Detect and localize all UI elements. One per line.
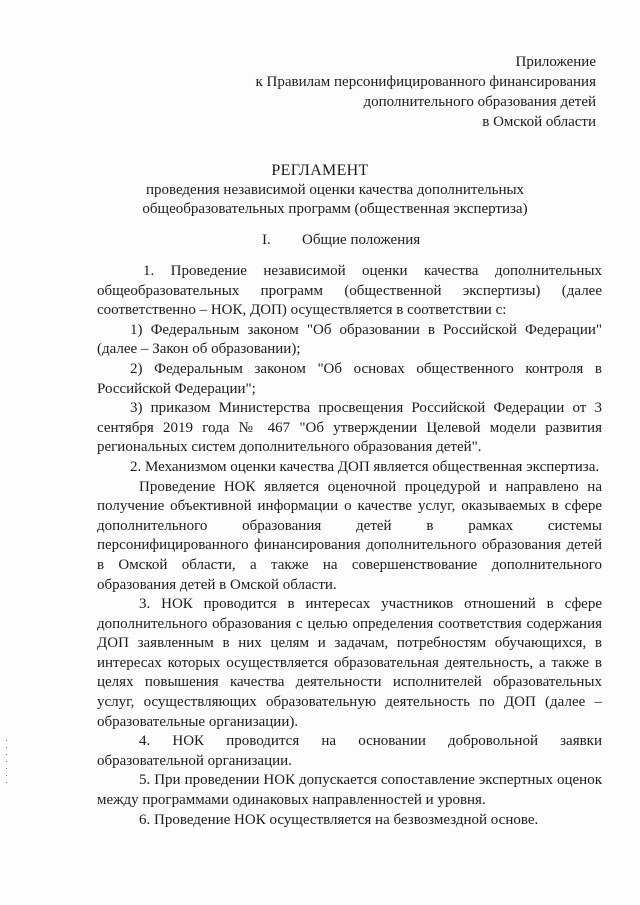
- paragraph-1-item-1: 1) Федеральным законом "Об образовании в Российской Федерации" (далее – Закон об образовании);: [97, 321, 602, 358]
- paragraph-1-item-2: 2) Федеральным законом "Об основах общественного контроля в Российской Федерации";: [97, 360, 602, 397]
- paragraph-2: 2. Механизмом оценки качества ДОП является общественная экспертиза.: [130, 458, 600, 475]
- scan-margin-marks: [6, 740, 8, 789]
- appendix-line-3: дополнительного образования детей: [363, 94, 596, 110]
- section-heading: [262, 232, 420, 249]
- paragraph-3: 3. НОК проводится в интересах участников отношений в сфере дополнительного образования с целью определения соответствия содержания ДОП заявленным в них целям и задачам, потребностям обучающихся, в интересах которых осуществляется образовательная деятельность, а также в целях повышения качества деятельности исполнителей образовательных услуг, осуществляющих образовательную деятельность по ДОП (далее – образовательные организации).: [97, 596, 602, 730]
- paragraph-1-item-3: 3) приказом Министерства просвещения Российской Федерации от 3 сентября 2019 года № 467 "Об утверждении Целевой модели развития региональных систем дополнительного образования детей".: [97, 400, 602, 456]
- document-body: [97, 262, 602, 830]
- section-number: I.: [262, 232, 271, 248]
- paragraph-1: 1. Проведение независимой оценки качества дополнительных общеобразовательных программ (общественной экспертизы) (далее соответственно – НОК, ДОП) осуществляется в соответствии с:: [97, 263, 602, 319]
- document-subtitle: [0, 181, 640, 219]
- paragraph-5: 5. При проведении НОК допускается сопоставление экспертных оценок между программами одинаковых направленностей и уровня.: [97, 772, 602, 809]
- appendix-line-1: Приложение: [515, 54, 596, 70]
- appendix-line-4: в Омской области: [482, 114, 596, 130]
- appendix-header: [256, 52, 597, 132]
- section-title: Общие положения: [302, 232, 421, 248]
- paragraph-6: 6. Проведение НОК осуществляется на безвозмездной основе.: [139, 811, 539, 828]
- subtitle-line-1: проведения независимой оценки качества дополнительных: [145, 182, 525, 198]
- paragraph-4: 4. НОК проводится на основании добровольной заявки образовательной организации.: [97, 733, 602, 769]
- subtitle-line-2: общеобразовательных программ (общественная экспертиза): [142, 201, 528, 217]
- document-title: РЕГЛАМЕНТ: [271, 162, 369, 179]
- paragraph-2-continued: Проведение НОК является оценочной процедурой и направлено на получение объективной информации о качестве услуг, оказываемых в сфере дополнительного образования детей в рамках системы персонифицированного финансирования дополнительного образования детей в Омской области, а также на совершенствование дополнительного образования детей в Омской области.: [97, 478, 602, 593]
- appendix-line-2: к Правилам персонифицированного финансирования: [255, 74, 596, 90]
